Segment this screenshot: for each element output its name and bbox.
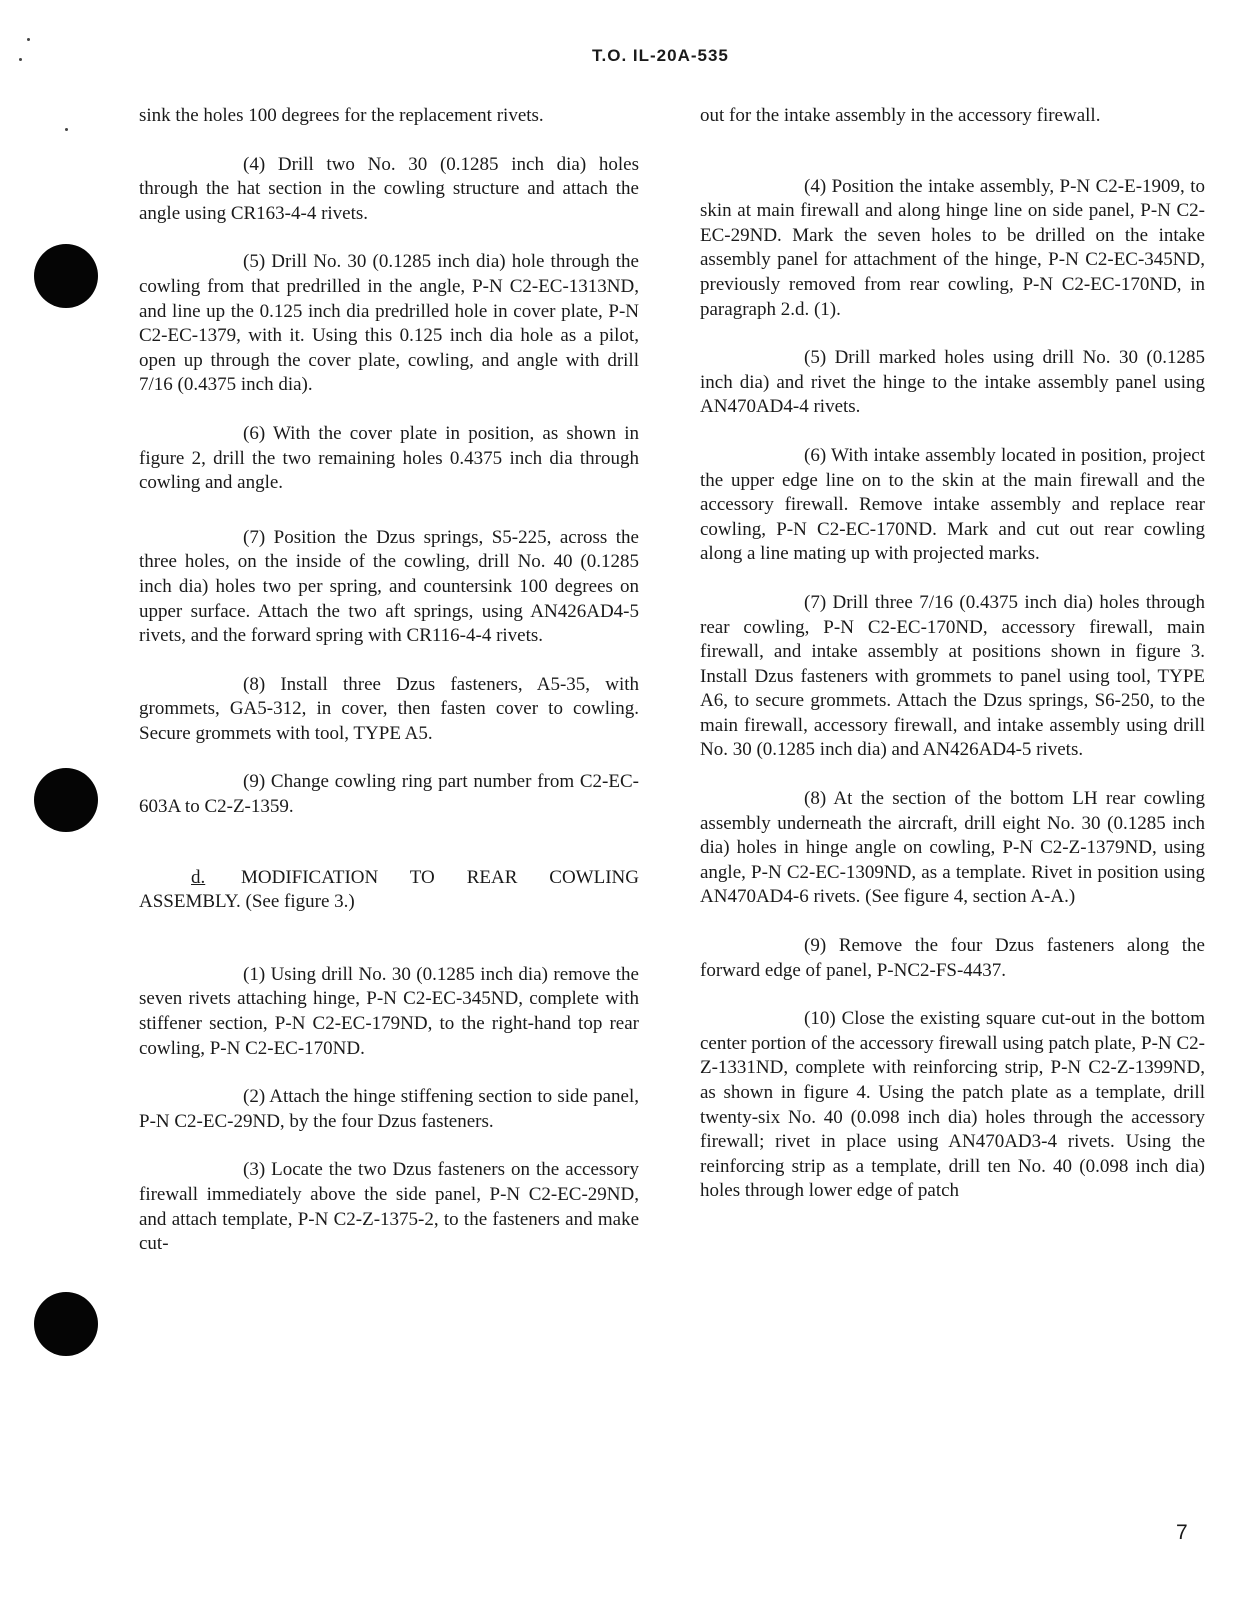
d-step-3: (3) Locate the two Dzus fasteners on the accessory firewall immediately above the side panel, P-N C2-EC-29ND, and attach template, P-N C2-Z-1375-2, to the fasteners and make cut-	[139, 1159, 639, 1255]
page-number: 7	[1176, 1521, 1188, 1544]
scan-speck	[65, 128, 68, 131]
d-step-1: (1) Using drill No. 30 (0.1285 inch dia) remove the seven rivets attaching hinge, P-N C2-EC-345ND, complete with stiffener section, P-N C2-EC-179ND, to the right-hand top rear cowling, P-N C2-EC-170ND.	[139, 963, 639, 1059]
scan-speck	[27, 38, 30, 41]
step-10: (10) Close the existing square cut-out in the bottom center portion of the accessory firewall using patch plate, P-N C2-Z-1331ND, complete with reinforcing strip, P-N C2-Z-1399ND, as shown in figure 4. Using the patch plate as a template, drill twenty-six No. 40 (0.098 inch dia) holes through the accessory firewall; rivet in place using AN470AD3-4 rivets. Using the reinforcing strip as a template, drill ten No. 40 (0.098 inch dia) holes through lower edge of patch	[700, 1008, 1205, 1202]
scan-speck	[19, 58, 22, 61]
step-7: (7) Drill three 7/16 (0.4375 inch dia) holes through rear cowling, P-N C2-EC-170ND, accessory firewall, main firewall, and intake assembly at positions shown in figure 3. Install Dzus fasteners with grommets to panel using tool, TYPE A6, to secure grommets. Attach the Dzus springs, S6-250, to the main firewall, accessory firewall, and intake assembly using drill No. 30 (0.1285 inch dia) and AN426AD4-5 rivets.	[700, 591, 1205, 761]
step-8: (8) At the section of the bottom LH rear cowling assembly underneath the aircraft, drill eight No. 30 (0.1285 inch dia) holes in hinge angle on cowling, P-N C2-Z-1379ND, using angle, P-N C2-EC-1309ND, as a template. Rivet in position using AN470AD4-6 rivets. (See figure 4, section A-A.)	[700, 788, 1205, 908]
section-title: MODIFICATION TO REAR COWLING ASSEMBLY. (See figure 3.)	[139, 866, 639, 913]
step-5: (5) Drill marked holes using drill No. 30 (0.1285 inch dia) and rivet the hinge to the intake assembly panel using AN470AD4-4 rivets.	[700, 347, 1205, 418]
step-4: (4) Drill two No. 30 (0.1285 inch dia) holes through the hat section in the cowling structure and attach the angle using CR163-4-4 rivets.	[139, 153, 639, 224]
paragraph-continuation: out for the intake assembly in the accessory firewall.	[700, 105, 1101, 126]
step-5: (5) Drill No. 30 (0.1285 inch dia) hole through the cowling from that predrilled in the angle, P-N C2-EC-1313ND, and line up the 0.125 inch dia predrilled hole in cover plate, P-N C2-EC-1379, with it. Using this 0.125 inch dia hole as a pilot, open up through the cover plate, cowling, and angle with drill 7/16 (0.4375 inch dia).	[139, 251, 639, 396]
section-letter: d.	[191, 866, 206, 888]
binder-hole-bottom	[34, 1292, 98, 1356]
document-number: T.O. IL-20A-535	[592, 46, 729, 65]
step-6: (6) With intake assembly located in position, project the upper edge line on to the skin at the main firewall and the accessory firewall. Remove intake assembly and replace rear cowling, P-N C2-EC-170ND. Mark and cut out rear cowling along a line mating up with projected marks.	[700, 444, 1205, 565]
step-7: (7) Position the Dzus springs, S5-225, across the three holes, on the inside of the cowling, drill No. 40 (0.1285 inch dia) holes two per spring, and countersink 100 degrees on upper surface. Attach the two aft springs, using AN426AD4-5 rivets, and the forward spring with CR116-4-4 rivets.	[139, 526, 639, 647]
paragraph-continuation: sink the holes 100 degrees for the replacement rivets.	[139, 105, 544, 126]
binder-hole-middle	[34, 768, 98, 832]
d-step-2: (2) Attach the hinge stiffening section to side panel, P-N C2-EC-29ND, by the four Dzus fasteners.	[139, 1086, 639, 1132]
section-heading-d	[139, 866, 639, 915]
left-column	[139, 104, 639, 1281]
binder-hole-top	[34, 244, 98, 308]
step-9: (9) Remove the four Dzus fasteners along the forward edge of panel, P-NC2-FS-4437.	[700, 935, 1205, 981]
step-8: (8) Install three Dzus fasteners, A5-35, with grommets, GA5-312, in cover, then fasten cover to cowling. Secure grommets with tool, TYPE A5.	[139, 673, 639, 744]
step-4: (4) Position the intake assembly, P-N C2-E-1909, to skin at main firewall and along hinge line on side panel, P-N C2-EC-29ND. Mark the seven holes to be drilled on the intake assembly panel for attachment of the hinge, P-N C2-EC-345ND, previously removed from rear cowling, P-N C2-EC-170ND, in paragraph 2.d. (1).	[700, 175, 1205, 320]
step-9: (9) Change cowling ring part number from C2-EC-603A to C2-Z-1359.	[139, 771, 639, 818]
right-column	[700, 104, 1205, 1228]
step-6: (6) With the cover plate in position, as shown in figure 2, drill the two remaining holes 0.4375 inch dia through cowling and angle.	[139, 422, 639, 494]
